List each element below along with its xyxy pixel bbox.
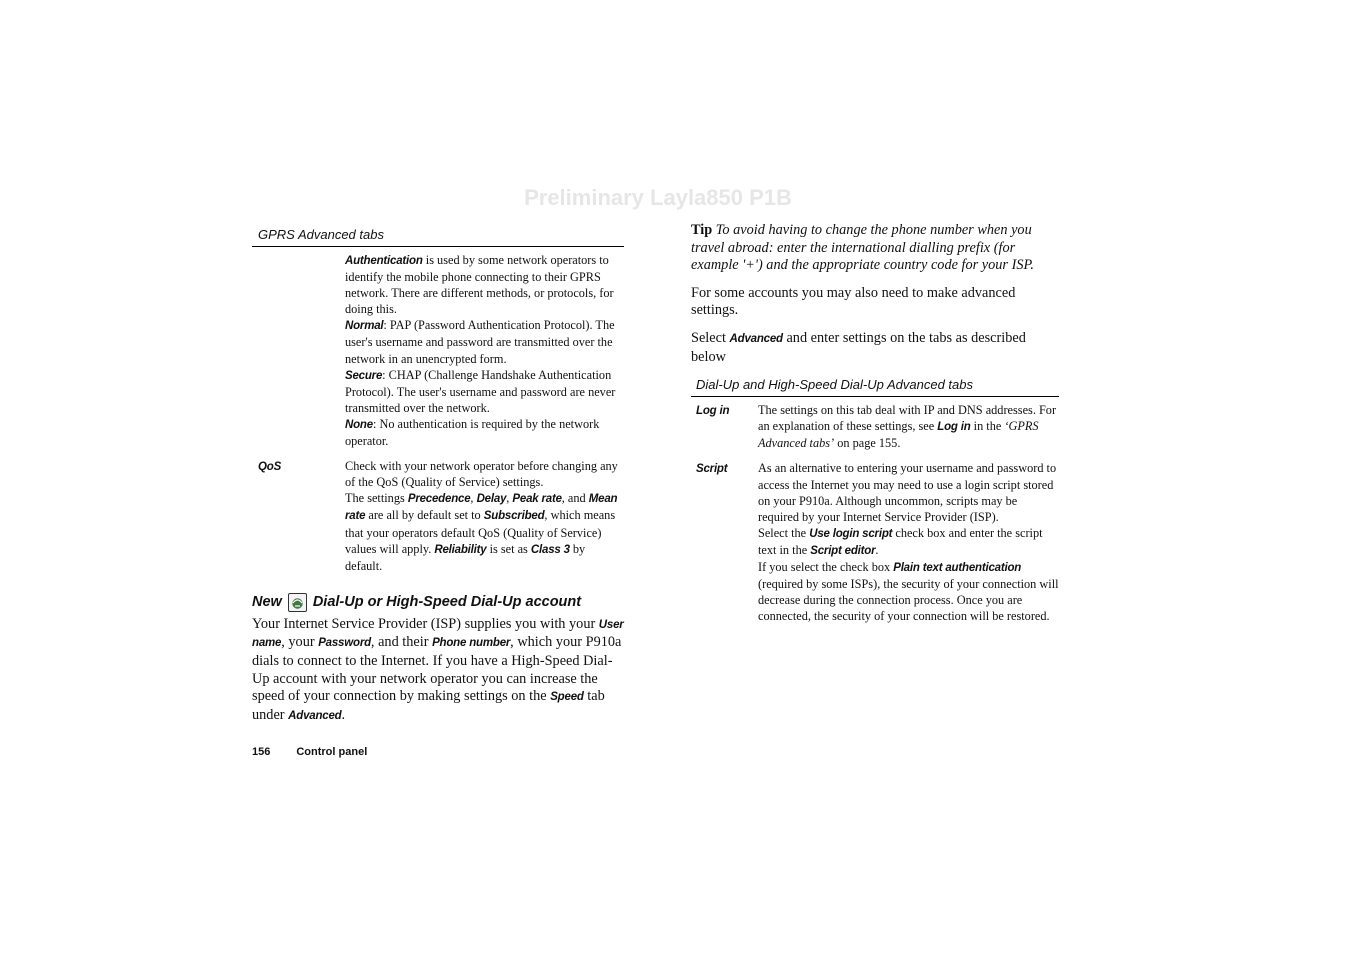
script-description: As an alternative to entering your username and password to access the Internet you may need to use a login script stored on your P910a. Although uncommon, scripts may be required by your Internet Service Provider (ISP). Select the Use login script check box and enter the script text in the Script editor. If you select the check box Plain text authentication (required by some ISPs), the security of your connection will decrease during the connection process. Once you are connected, the security of your connection will be restored. xyxy=(758,461,1059,624)
isp-paragraph: Your Internet Service Provider (ISP) supplies you with your User name, your Password, and their Phone number, which your P910a dials to connect to the Internet. If you have a High-Speed Dial-Up account with your network operator you can increase the speed of your connection by making settings on the Speed tab under Advanced. xyxy=(252,615,624,723)
tip-label: Tip xyxy=(691,222,713,238)
qos-label: QoS xyxy=(258,461,282,474)
gprs-table-caption: GPRS Advanced tabs xyxy=(252,226,624,247)
tip-paragraph: Tip To avoid having to change the phone number when you travel abroad: enter the international dialling prefix (for example '+') and the appropriate country code for your ISP. xyxy=(691,222,1034,274)
page-footer xyxy=(252,746,393,758)
qos-description: Check with your network operator before changing any of the QoS (Quality of Service) settings. The settings Precedence, Delay, Peak rate, and Mean rate are all by default set to Subscribed, which means that your operators default QoS (Quality of Service) values will apply. Reliability is set as Class 3 by default. xyxy=(345,459,618,573)
table-row xyxy=(252,247,624,453)
table-row xyxy=(691,455,1059,628)
select-advanced-paragraph: Select Advanced and enter settings on the tabs as described below xyxy=(691,329,1026,365)
table-row xyxy=(691,397,1059,455)
dialup-advanced-table xyxy=(691,397,1059,628)
script-label: Script xyxy=(696,463,728,476)
watermark: Preliminary Layla850 P1B xyxy=(524,185,792,210)
section-heading: New Dial-Up or High-Speed Dial-Up account xyxy=(252,594,582,611)
dial-up-account-icon xyxy=(288,593,307,612)
login-description: The settings on this tab deal with IP and DNS addresses. For an explanation of these settings, see Log in in the ‘GPRS Advanced tabs’ on page 155. xyxy=(758,403,1057,451)
advanced-settings-paragraph: For some accounts you may also need to make advanced settings. xyxy=(691,284,1016,319)
login-label: Log in xyxy=(696,405,730,418)
left-column xyxy=(252,226,624,725)
page-number: 156 xyxy=(252,746,271,758)
dialup-table-caption: Dial-Up and High-Speed Dial-Up Advanced tabs xyxy=(691,376,1059,397)
authentication-description: Authentication is used by some network operators to identify the mobile phone connecting to their GPRS network. There are different methods, or protocols, for doing this. Normal: PAP (Password Authentication Protocol). The user's username and password are transmitted over the network in an unencrypted form. Secure: CHAP (Challenge Handshake Authentication Protocol). The user's username and password are never transmitted over the network. None: No authentication is required by the network operator. xyxy=(345,253,616,449)
section-name: Control panel xyxy=(296,746,368,758)
right-column xyxy=(691,222,1059,628)
gprs-advanced-table xyxy=(252,247,624,578)
table-row xyxy=(252,453,624,578)
